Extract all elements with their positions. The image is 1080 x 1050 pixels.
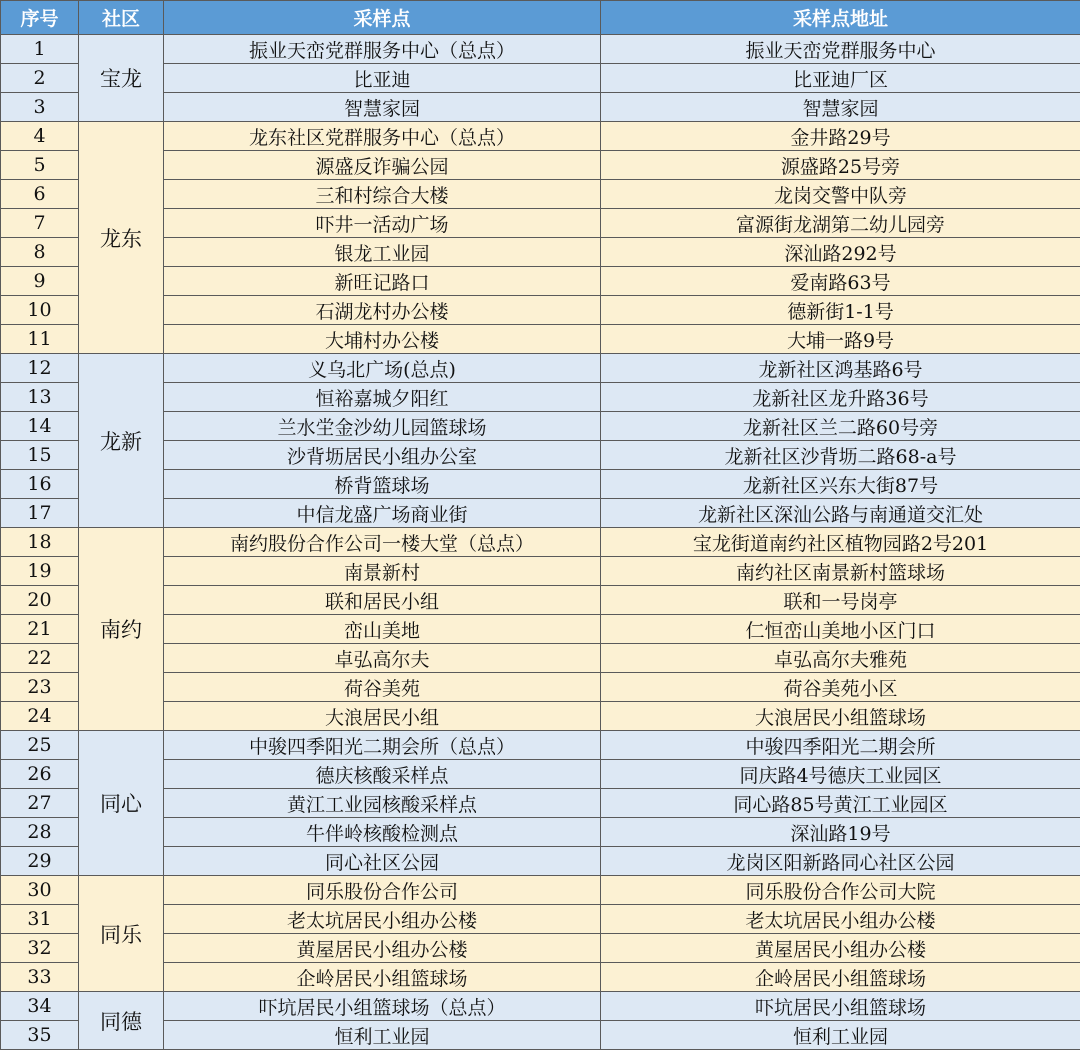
row-index: 10	[1, 296, 79, 325]
row-index: 6	[1, 180, 79, 209]
row-index: 29	[1, 847, 79, 876]
sampling-site: 振业天峦党群服务中心（总点）	[164, 35, 601, 64]
sampling-site: 大浪居民小组	[164, 702, 601, 731]
row-index: 23	[1, 673, 79, 702]
sampling-site: 比亚迪	[164, 64, 601, 93]
sampling-site: 大埔村办公楼	[164, 325, 601, 354]
header-community: 社区	[79, 1, 164, 35]
row-index: 22	[1, 644, 79, 673]
sampling-site: 中骏四季阳光二期会所（总点）	[164, 731, 601, 760]
community-name: 宝龙	[79, 35, 164, 122]
sampling-address: 宝龙街道南约社区植物园路2号201	[601, 528, 1080, 557]
sampling-address: 龙新社区兰二路60号旁	[601, 412, 1080, 441]
row-index: 8	[1, 238, 79, 267]
sampling-site: 义乌北广场(总点)	[164, 354, 601, 383]
sampling-site: 沙背坜居民小组办公室	[164, 441, 601, 470]
sampling-address: 恒利工业园	[601, 1021, 1080, 1050]
sampling-site: 南约股份合作公司一楼大堂（总点）	[164, 528, 601, 557]
sampling-address: 深汕路19号	[601, 818, 1080, 847]
sampling-address: 联和一号岗亭	[601, 586, 1080, 615]
row-index: 2	[1, 64, 79, 93]
row-index: 3	[1, 93, 79, 122]
sampling-site: 吓井一活动广场	[164, 209, 601, 238]
sampling-site: 峦山美地	[164, 615, 601, 644]
sampling-site: 中信龙盛广场商业街	[164, 499, 601, 528]
sampling-site: 银龙工业园	[164, 238, 601, 267]
row-index: 26	[1, 760, 79, 789]
row-index: 33	[1, 963, 79, 992]
sampling-site: 新旺记路口	[164, 267, 601, 296]
sampling-address: 智慧家园	[601, 93, 1080, 122]
sampling-site: 黄江工业园核酸采样点	[164, 789, 601, 818]
community-name: 龙新	[79, 354, 164, 528]
table-body	[1, 35, 1080, 1050]
sampling-address: 龙新社区鸿基路6号	[601, 354, 1080, 383]
sampling-address: 吓坑居民小组篮球场	[601, 992, 1080, 1021]
sampling-site: 卓弘高尔夫	[164, 644, 601, 673]
sampling-address: 比亚迪厂区	[601, 64, 1080, 93]
row-index: 13	[1, 383, 79, 412]
community-name: 同心	[79, 731, 164, 876]
sampling-site: 兰水坣金沙幼儿园篮球场	[164, 412, 601, 441]
sampling-address: 德新街1-1号	[601, 296, 1080, 325]
row-index: 32	[1, 934, 79, 963]
row-index: 34	[1, 992, 79, 1021]
row-index: 28	[1, 818, 79, 847]
table-row	[1, 35, 1080, 64]
sampling-address: 龙新社区龙升路36号	[601, 383, 1080, 412]
row-index: 9	[1, 267, 79, 296]
row-index: 25	[1, 731, 79, 760]
sampling-address: 中骏四季阳光二期会所	[601, 731, 1080, 760]
row-index: 21	[1, 615, 79, 644]
community-name: 同德	[79, 992, 164, 1050]
sampling-address: 深汕路292号	[601, 238, 1080, 267]
sampling-address: 龙新社区深汕公路与南通道交汇处	[601, 499, 1080, 528]
sampling-address: 龙新社区兴东大街87号	[601, 470, 1080, 499]
sampling-address: 企岭居民小组篮球场	[601, 963, 1080, 992]
row-index: 15	[1, 441, 79, 470]
sampling-address: 同心路85号黄江工业园区	[601, 789, 1080, 818]
sampling-site: 德庆核酸采样点	[164, 760, 601, 789]
row-index: 20	[1, 586, 79, 615]
row-index: 27	[1, 789, 79, 818]
sampling-address: 金井路29号	[601, 122, 1080, 151]
sampling-address: 龙新社区沙背坜二路68-a号	[601, 441, 1080, 470]
row-index: 4	[1, 122, 79, 151]
sampling-address: 荷谷美苑小区	[601, 673, 1080, 702]
sampling-site: 南景新村	[164, 557, 601, 586]
sampling-address: 爱南路63号	[601, 267, 1080, 296]
sampling-site: 同乐股份合作公司	[164, 876, 601, 905]
header-index: 序号	[1, 1, 79, 35]
community-name: 南约	[79, 528, 164, 731]
table-row	[1, 876, 1080, 905]
row-index: 11	[1, 325, 79, 354]
header-address: 采样点地址	[601, 1, 1080, 35]
table-row	[1, 992, 1080, 1021]
sampling-address: 南约社区南景新村篮球场	[601, 557, 1080, 586]
row-index: 7	[1, 209, 79, 238]
row-index: 14	[1, 412, 79, 441]
sampling-site: 桥背篮球场	[164, 470, 601, 499]
row-index: 18	[1, 528, 79, 557]
header-site: 采样点	[164, 1, 601, 35]
sampling-site: 牛伴岭核酸检测点	[164, 818, 601, 847]
row-index: 17	[1, 499, 79, 528]
sampling-site: 智慧家园	[164, 93, 601, 122]
sampling-address: 老太坑居民小组办公楼	[601, 905, 1080, 934]
sampling-address: 龙岗区阳新路同心社区公园	[601, 847, 1080, 876]
row-index: 31	[1, 905, 79, 934]
sampling-site: 恒裕嘉城夕阳红	[164, 383, 601, 412]
table-row	[1, 528, 1080, 557]
sampling-site: 三和村综合大楼	[164, 180, 601, 209]
sampling-site: 吓坑居民小组篮球场（总点）	[164, 992, 601, 1021]
table-row	[1, 354, 1080, 383]
sampling-address: 富源街龙湖第二幼儿园旁	[601, 209, 1080, 238]
row-index: 19	[1, 557, 79, 586]
row-index: 24	[1, 702, 79, 731]
sampling-address: 源盛路25号旁	[601, 151, 1080, 180]
sampling-site: 老太坑居民小组办公楼	[164, 905, 601, 934]
sampling-site: 恒利工业园	[164, 1021, 601, 1050]
header-row	[1, 1, 1080, 35]
sampling-address: 龙岗交警中队旁	[601, 180, 1080, 209]
sampling-site: 龙东社区党群服务中心（总点）	[164, 122, 601, 151]
row-index: 12	[1, 354, 79, 383]
row-index: 1	[1, 35, 79, 64]
sampling-address: 同庆路4号德庆工业园区	[601, 760, 1080, 789]
sampling-address: 振业天峦党群服务中心	[601, 35, 1080, 64]
sampling-site: 同心社区公园	[164, 847, 601, 876]
sampling-address: 黄屋居民小组办公楼	[601, 934, 1080, 963]
row-index: 5	[1, 151, 79, 180]
sampling-site: 源盛反诈骗公园	[164, 151, 601, 180]
row-index: 16	[1, 470, 79, 499]
sampling-site: 黄屋居民小组办公楼	[164, 934, 601, 963]
sampling-site: 荷谷美苑	[164, 673, 601, 702]
row-index: 35	[1, 1021, 79, 1050]
table-row	[1, 122, 1080, 151]
sampling-address: 仁恒峦山美地小区门口	[601, 615, 1080, 644]
sampling-address: 大埔一路9号	[601, 325, 1080, 354]
community-name: 龙东	[79, 122, 164, 354]
row-index: 30	[1, 876, 79, 905]
sampling-site: 石湖龙村办公楼	[164, 296, 601, 325]
community-name: 同乐	[79, 876, 164, 992]
sampling-site: 联和居民小组	[164, 586, 601, 615]
table-row	[1, 731, 1080, 760]
sampling-address: 同乐股份合作公司大院	[601, 876, 1080, 905]
sampling-address: 大浪居民小组篮球场	[601, 702, 1080, 731]
sampling-site: 企岭居民小组篮球场	[164, 963, 601, 992]
sampling-address: 卓弘高尔夫雅苑	[601, 644, 1080, 673]
